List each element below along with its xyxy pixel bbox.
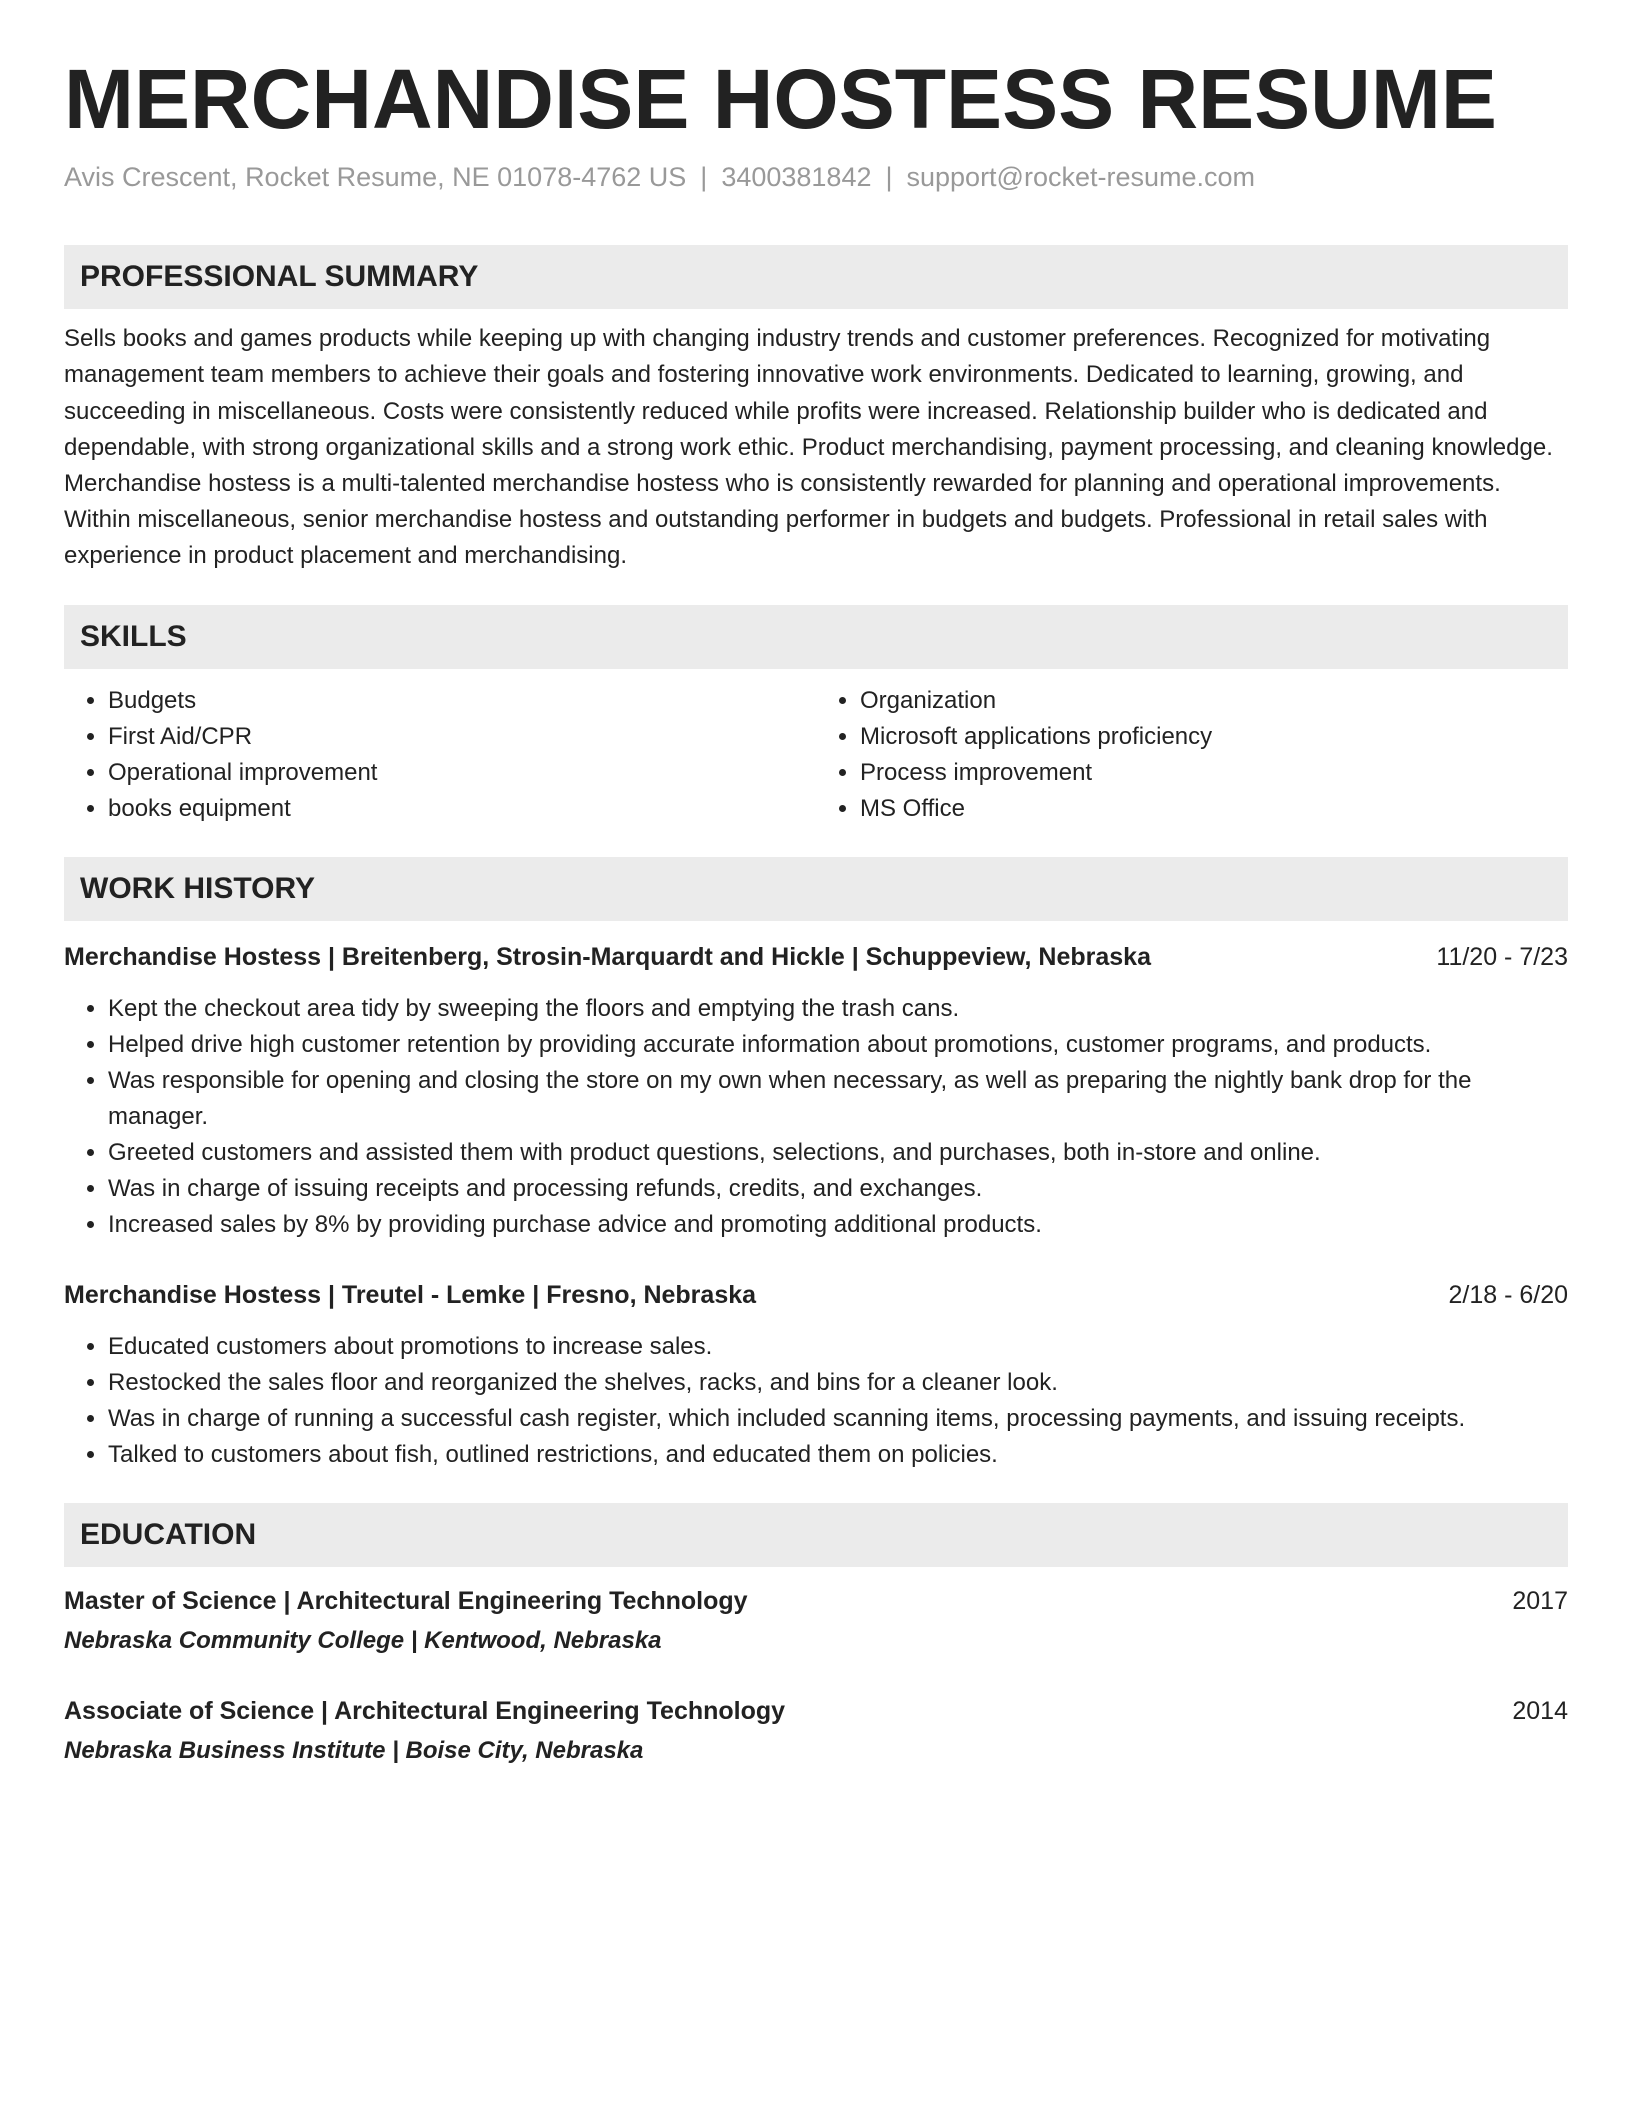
job-title: Merchandise Hostess | Breitenberg, Strosin-Marquardt and Hickle | Schuppeview, Nebraska bbox=[64, 942, 1151, 971]
education-degree: Associate of Science | Architectural Engineering Technology bbox=[64, 1696, 786, 1725]
job-bullet: • Educated customers about promotions to increase sales. bbox=[108, 1329, 1568, 1365]
contact-phone: 3400381842 bbox=[721, 162, 872, 193]
job-entry bbox=[64, 1277, 1568, 1473]
job-bullet: • Was in charge of issuing receipts and processing refunds, credits, and exchanges. bbox=[108, 1171, 1568, 1207]
job-bullets bbox=[64, 991, 1568, 1243]
education-school: Nebraska Community College | Kentwood, Nebraska bbox=[64, 1626, 662, 1654]
education-year: 2017 bbox=[1512, 1586, 1568, 1615]
education-entry bbox=[64, 1693, 1568, 1769]
education-school: Nebraska Business Institute | Boise City, Nebraska bbox=[64, 1736, 644, 1764]
section-header-skills: SKILLS bbox=[64, 605, 1568, 669]
skills-column-right bbox=[816, 683, 1568, 827]
job-bullet: • Kept the checkout area tidy by sweeping the floors and emptying the trash cans. bbox=[108, 991, 1568, 1027]
job-dates: 11/20 - 7/23 bbox=[1436, 942, 1568, 971]
skill-item: • books equipment bbox=[108, 791, 816, 827]
job-dates: 2/18 - 6/20 bbox=[1448, 1280, 1568, 1309]
contact-separator: | bbox=[700, 162, 708, 193]
job-bullet: • Was responsible for opening and closing the store on my own when necessary, as well as preparing the nightly bank drop for the manager. bbox=[108, 1063, 1568, 1135]
contact-email: support@rocket-resume.com bbox=[906, 162, 1256, 193]
education-header bbox=[64, 1583, 1568, 1619]
skill-item: • Operational improvement bbox=[108, 755, 816, 791]
skills-list bbox=[64, 683, 1568, 827]
contact-line bbox=[64, 160, 1568, 195]
summary-text: Sells books and games products while keeping up with changing industry trends and customer preferences. Recognized for motivating management team members to achieve their goals and fostering innovative work environments. Dedicated to learning, growing, and succeeding in miscellaneous. Costs were consistently reduced while profits were increased. Relationship builder who is dedicated and dependable, with strong organizational skills and a strong work ethic. Product merchandising, payment processing, and cleaning knowledge. Merchandise hostess is a multi-talented merchandise hostess who is consistently rewarded for planning and operational improvements. Within miscellaneous, senior merchandise hostess and outstanding performer in budgets and budgets. Professional in retail sales with experience in product placement and merchandising. bbox=[64, 325, 1553, 570]
education-degree: Master of Science | Architectural Engineering Technology bbox=[64, 1586, 748, 1615]
job-header bbox=[64, 939, 1568, 975]
job-title: Merchandise Hostess | Treutel - Lemke | Fresno, Nebraska bbox=[64, 1280, 757, 1309]
contact-address: Avis Crescent, Rocket Resume, NE 01078-4762 US bbox=[64, 162, 687, 193]
skills-column-left bbox=[64, 683, 816, 827]
skill-item: • Microsoft applications proficiency bbox=[860, 719, 1568, 755]
job-bullet: • Greeted customers and assisted them with product questions, selections, and purchases, both in-store and online. bbox=[108, 1135, 1568, 1171]
section-header-education: EDUCATION bbox=[64, 1503, 1568, 1567]
job-bullets bbox=[64, 1329, 1568, 1473]
contact-separator: | bbox=[885, 162, 893, 193]
education-header bbox=[64, 1693, 1568, 1729]
job-bullet: • Was in charge of running a successful cash register, which included scanning items, processing payments, and issuing receipts. bbox=[108, 1401, 1568, 1437]
skill-item: • Budgets bbox=[108, 683, 816, 719]
skill-item: • Organization bbox=[860, 683, 1568, 719]
job-bullet: • Helped drive high customer retention by providing accurate information about promotions, customer programs, and products. bbox=[108, 1027, 1568, 1063]
job-bullet: • Talked to customers about fish, outlined restrictions, and educated them on policies. bbox=[108, 1437, 1568, 1473]
skill-item: • Process improvement bbox=[860, 755, 1568, 791]
education-entry bbox=[64, 1583, 1568, 1659]
skill-item: • First Aid/CPR bbox=[108, 719, 816, 755]
section-header-work-history: WORK HISTORY bbox=[64, 857, 1568, 921]
skill-item: • MS Office bbox=[860, 791, 1568, 827]
section-header-summary: PROFESSIONAL SUMMARY bbox=[64, 245, 1568, 309]
resume-title: MERCHANDISE HOSTESS RESUME bbox=[64, 52, 1497, 146]
job-entry bbox=[64, 939, 1568, 1243]
job-bullet: • Restocked the sales floor and reorganized the shelves, racks, and bins for a cleaner look. bbox=[108, 1365, 1568, 1401]
job-header bbox=[64, 1277, 1568, 1313]
job-bullet: • Increased sales by 8% by providing purchase advice and promoting additional products. bbox=[108, 1207, 1568, 1243]
education-year: 2014 bbox=[1512, 1696, 1568, 1725]
